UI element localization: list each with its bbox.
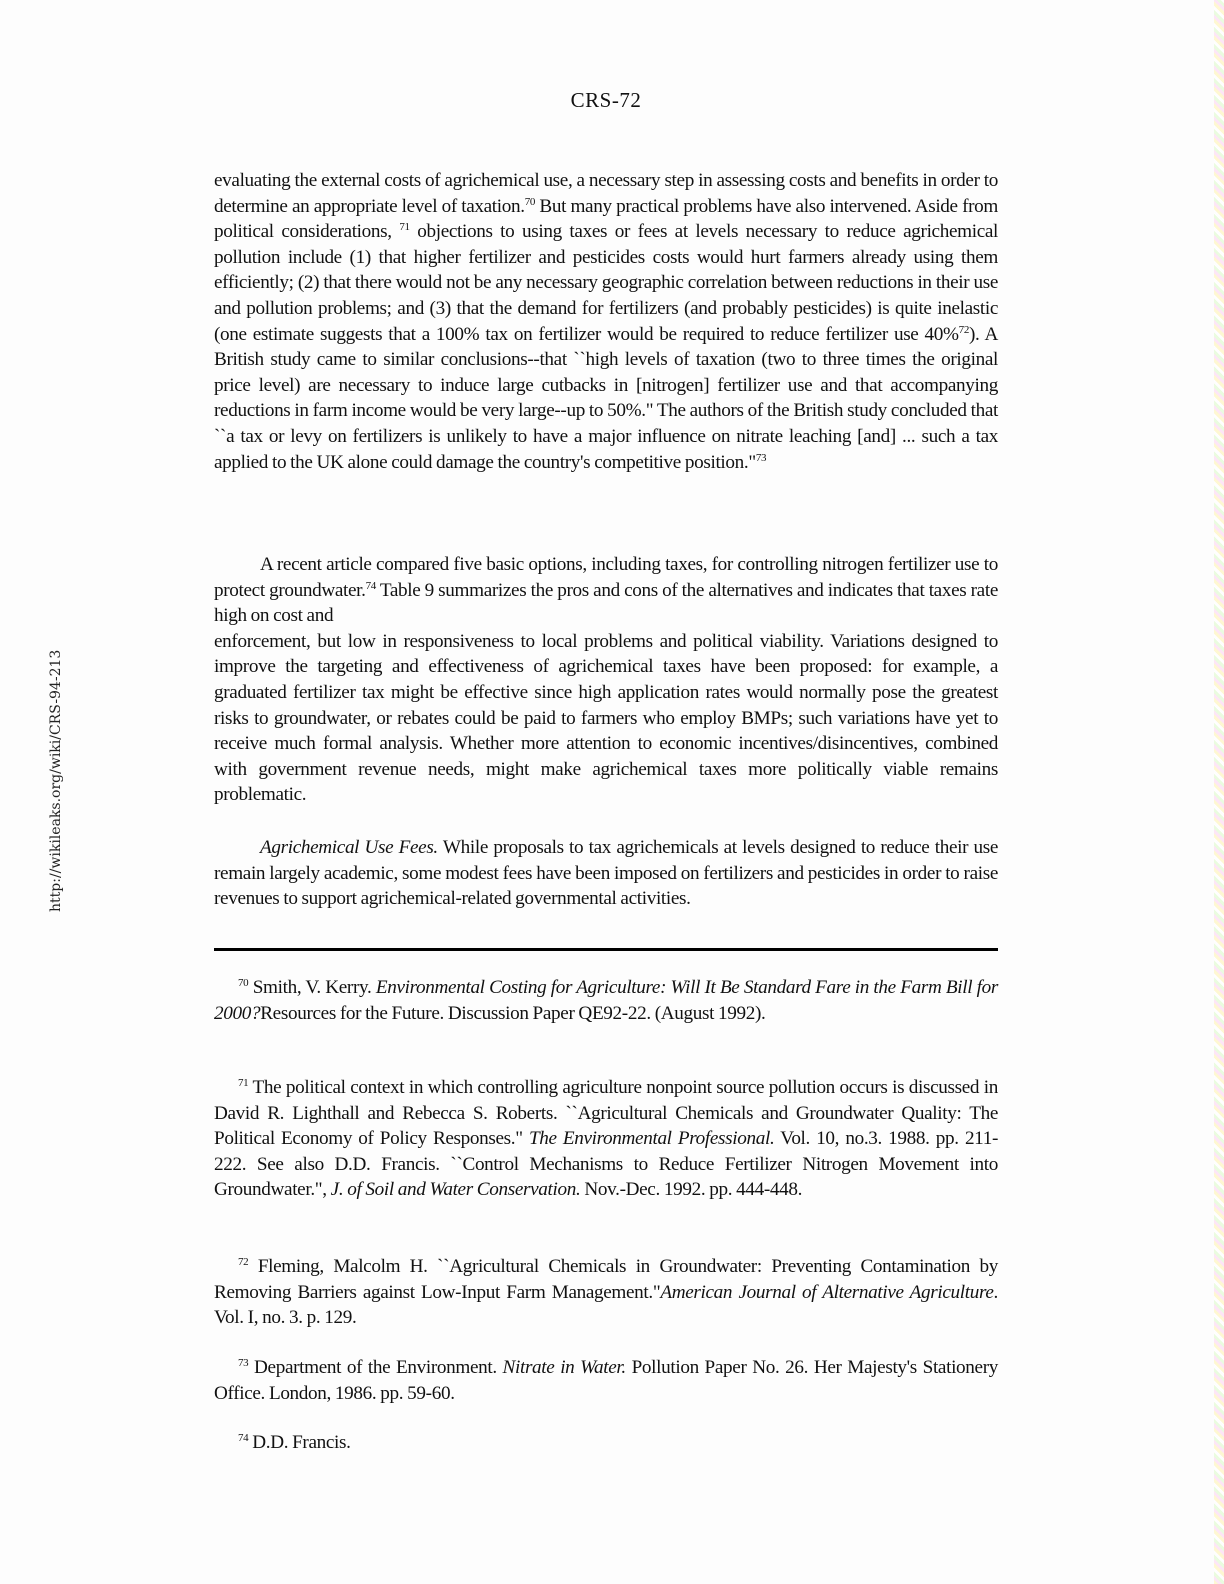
citation-title: The Environmental Professional. xyxy=(528,1128,775,1150)
text-run: ). A British study came to similar conclusions--that ``high levels of taxation (two to three times the original price level) are necessary to induce large cutbacks in [nitrogen] fertilizer use and that accompanying reductions in farm income would be very large--up to 50%." The authors of the British study concluded that ``a tax or levy on fertilizers is unlikely to have a major influence on nitrate leaching [and] ... such a tax applied to the UK alone could damage the country's competitive position." xyxy=(214,323,998,473)
text-run: evaluating the external costs of agrichemical use, a necessary step in assessing costs and benefits in order to determine an appropriate level of taxation. xyxy=(214,170,998,217)
text-run: Nov.-Dec. 1992. pp. 444-448. xyxy=(580,1179,803,1201)
footnote-74 xyxy=(214,1430,998,1456)
footnote-70 xyxy=(214,975,998,1026)
footnote-72 xyxy=(214,1254,998,1331)
paragraph-options xyxy=(214,552,998,629)
footnote-71 xyxy=(214,1075,998,1203)
text-run: objections to using taxes or fees at levels necessary to reduce agrichemical pollution include (1) that higher fertilizer and pesticides costs would hurt farmers already using them efficiently; (2) that there would not be any necessary geographic correlation between reductions in their use and pollution problems; and (3) that the demand for fertilizers (and probably pesticides) is quite inelastic (one estimate suggests that a 100% tax on fertilizer would be required to reduce fertilizer use 40% xyxy=(214,221,999,345)
text-run: Pollution Paper No. 26. Her Majesty's Stationery Office. London, 1986. pp. 59-60. xyxy=(214,1357,998,1404)
footnote-separator xyxy=(214,948,998,951)
scan-edge-artifact xyxy=(1214,0,1224,1584)
text-run: enforcement, but low in responsiveness to local problems and political viability. Variations designed to improve the targeting and effectiveness of agrichemical taxes have been proposed: for example, a graduated fertilizer tax might be effective since high application rates would normally pose the greatest risks to groundwater, or rebates could be paid to farmers who employ BMPs; such variations have yet to receive much formal analysis. Whether more attention to economic incentives/disincentives, combined with government revenue needs, might make agrichemical taxes more politically viable remains problematic. xyxy=(214,630,998,806)
citation-title: Environmental Costing for Agriculture: Will It Be Standard Fare in the Farm Bill for 2000? xyxy=(214,977,998,1024)
main-body xyxy=(214,168,998,475)
text-run: The political context in which controlling agriculture nonpoint source pollution occurs is discussed in David R. Lighthall and Rebecca S. Roberts. ``Agricultural Chemicals and Groundwater Quality: The Political Economy of Policy Responses." xyxy=(214,1077,998,1150)
citation-title: Nitrate in Water. xyxy=(502,1357,626,1378)
main-body-3 xyxy=(214,835,998,912)
footnote-number: 70 xyxy=(238,977,249,989)
main-body-2 xyxy=(214,552,998,808)
text-run: Table 9 summarizes the pros and cons of the alternatives and indicates that taxes rate high on cost and xyxy=(214,579,998,627)
text-run: D.D. Francis. xyxy=(248,1432,351,1453)
text-run: Smith, V. Kerry. xyxy=(248,977,376,998)
text-run: . Vol. I, no. 3. p. 129. xyxy=(214,1281,998,1329)
text-run: But many practical problems have also intervened. Aside from political considerations, xyxy=(214,195,999,243)
text-run: Fleming, Malcolm H. ``Agricultural Chemicals in Groundwater: Preventing Contamination by Removing Barriers against Low-Input Farm Management." xyxy=(214,1256,998,1303)
paragraph-options-cont xyxy=(214,629,998,808)
text-run: While proposals to tax agrichemicals at levels designed to reduce their use remain largely academic, some modest fees have been imposed on fertilizers and pesticides in order to raise revenues to support agrichemical-related governmental activities. xyxy=(214,837,998,910)
footnote-ref[interactable]: 70 xyxy=(524,195,536,208)
text-run: A recent article compared five basic options, including taxes, for controlling nitrogen fertilizer use to protect groundwater. xyxy=(214,554,998,601)
section-heading: Agrichemical Use Fees. xyxy=(260,837,438,858)
text-run: Vol. 10, no.3. 1988. pp. 211-222. See also D.D. Francis. ``Control Mechanisms to Reduce Fertilizer Nitrogen Movement into Groundwater.", xyxy=(214,1128,998,1201)
citation-title: American Journal of Alternative Agriculture xyxy=(660,1281,994,1303)
paragraph-taxation xyxy=(214,168,998,475)
citation-title: J. of Soil and Water Conservation. xyxy=(330,1179,581,1201)
footnote-ref[interactable]: 71 xyxy=(399,221,410,234)
footnote-73 xyxy=(214,1355,998,1406)
footnote-number: 73 xyxy=(238,1357,249,1369)
footnote-number: 71 xyxy=(238,1077,249,1089)
footnote-number: 74 xyxy=(238,1432,249,1444)
footnote-ref[interactable]: 74 xyxy=(365,579,376,592)
side-url-watermark: http://wikileaks.org/wiki/CRS-94-213 xyxy=(48,649,64,912)
footnote-ref[interactable]: 72 xyxy=(958,323,969,336)
text-run: Resources for the Future. Discussion Paper QE92-22. (August 1992). xyxy=(260,1002,766,1024)
paragraph-use-fees xyxy=(214,835,998,912)
page-header: CRS-72 xyxy=(570,88,642,112)
footnote-number: 72 xyxy=(238,1256,249,1268)
footnote-ref[interactable]: 73 xyxy=(755,451,767,464)
text-run: Department of the Environment. xyxy=(248,1357,503,1378)
